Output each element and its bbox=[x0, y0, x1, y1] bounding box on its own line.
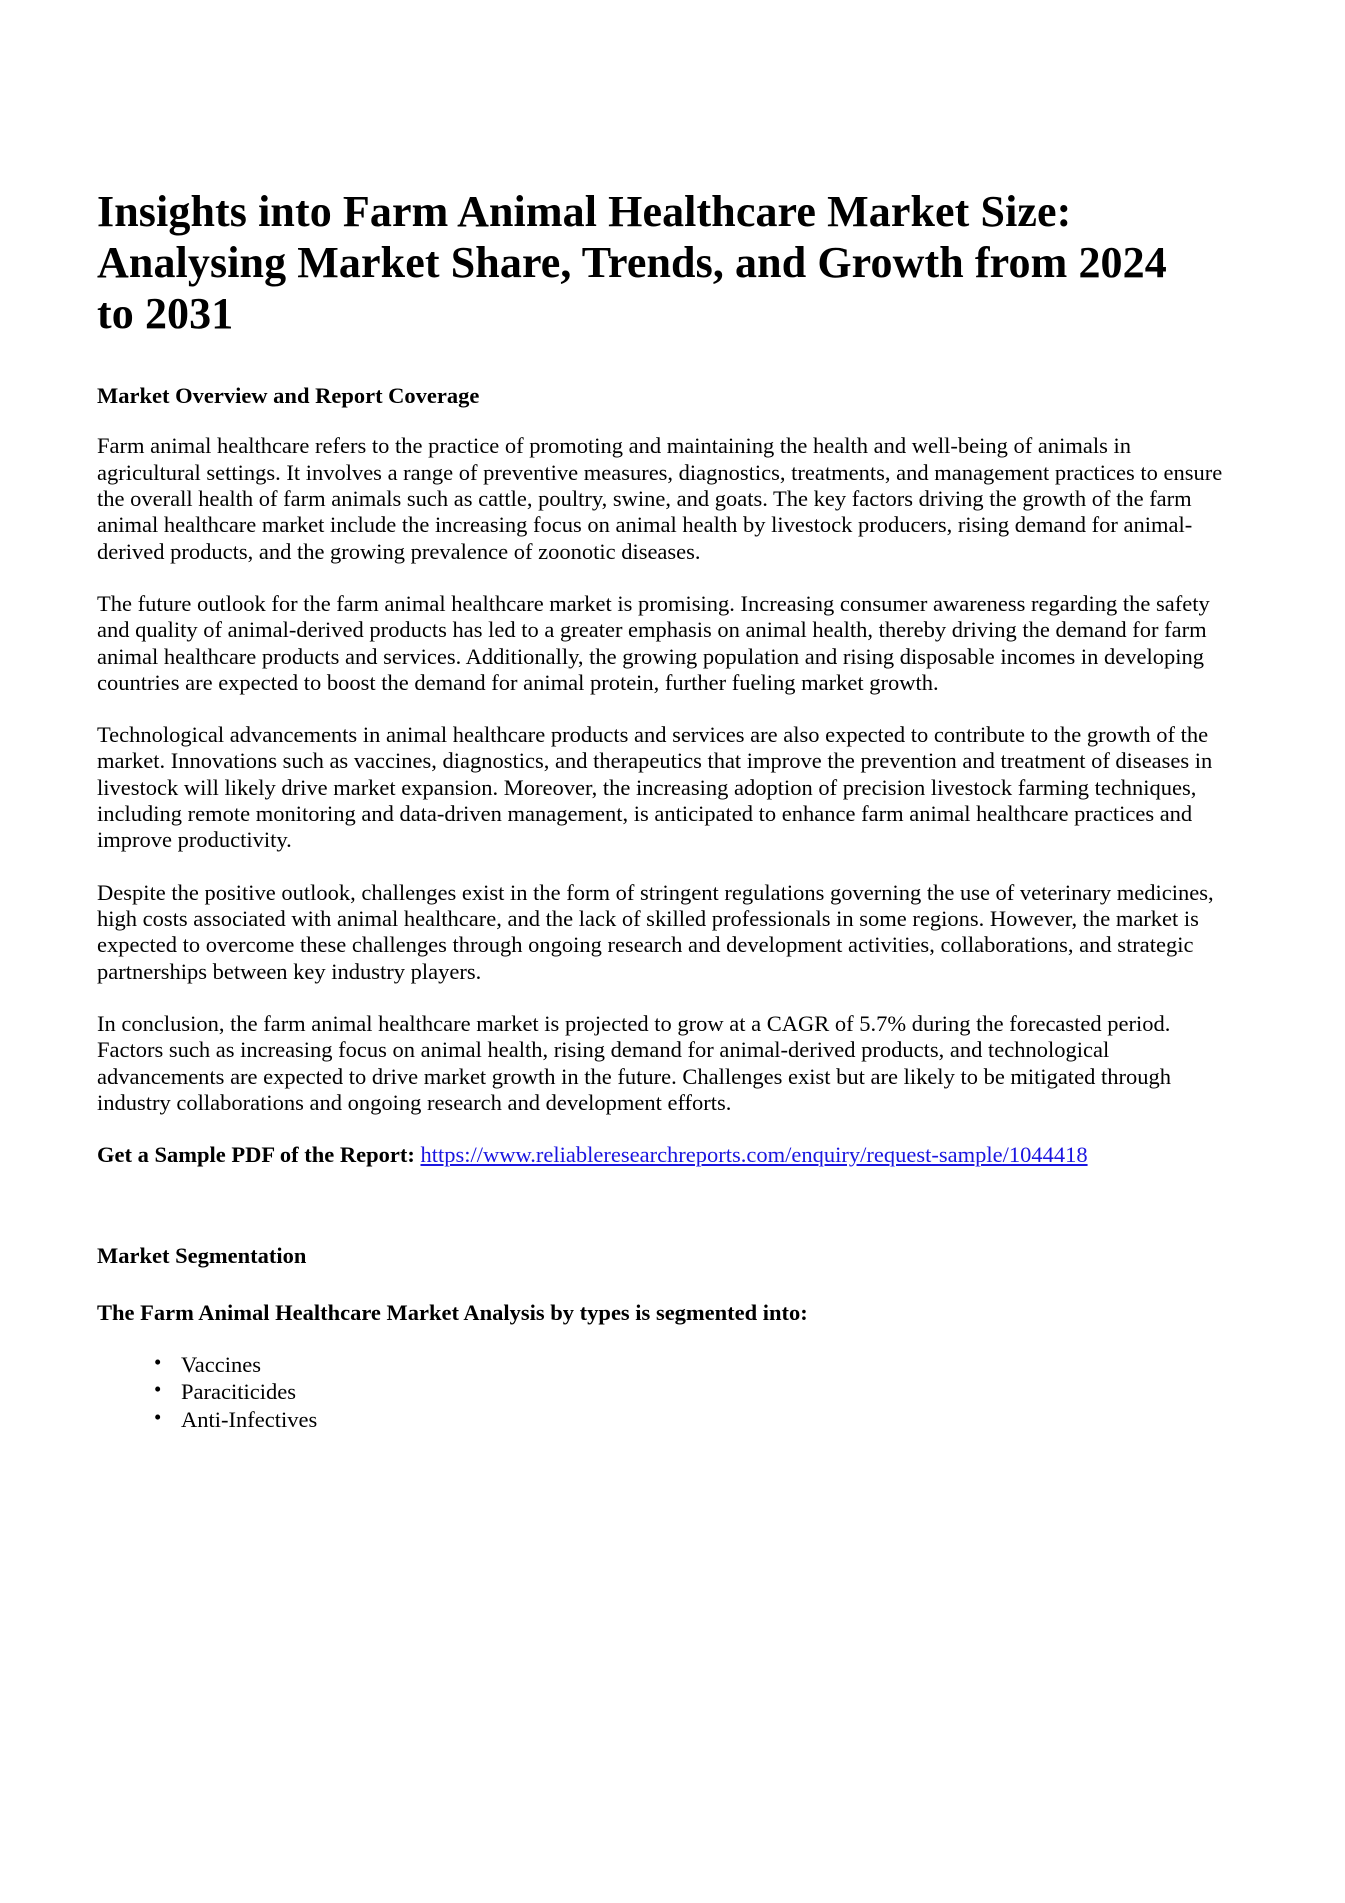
paragraph-future-outlook: The future outlook for the farm animal healthcare market is promising. Increasing consumer awareness regarding the safety and quality of animal-derived products has led to a greater emphasis on animal health, thereby driving the demand for farm animal healthcare products and services. Additionally, the growing population and rising disposable incomes in developing countries are expected to boost the demand for animal protein, further fueling market growth. bbox=[97, 590, 1210, 695]
page-title: Insights into Farm Animal Healthcare Market Size: Analysing Market Share, Trends, and Growth from 2024 to 2031 bbox=[97, 187, 1167, 339]
market-types-list bbox=[97, 1351, 1232, 1433]
section-heading-market-overview: Market Overview and Report Coverage bbox=[97, 383, 480, 409]
segmentation-types-subheading: The Farm Animal Healthcare Market Analysis by types is segmented into: bbox=[97, 1299, 808, 1325]
paragraph-challenges: Despite the positive outlook, challenges exist in the form of stringent regulations governing the use of veterinary medicines, high costs associated with animal healthcare, and the lack of skilled professionals in some regions. However, the market is expected to overcome these challenges through ongoing research and development activities, collaborations, and strategic partnerships between key industry players. bbox=[97, 879, 1214, 984]
list-item: • Vaccines bbox=[154, 1351, 1232, 1378]
section-heading-market-segmentation: Market Segmentation bbox=[97, 1242, 307, 1268]
request-sample-link[interactable]: https://www.reliableresearchreports.com/enquiry/request-sample/1044418 bbox=[420, 1142, 1088, 1168]
sample-pdf-line bbox=[97, 1142, 1232, 1168]
paragraph-conclusion: In conclusion, the farm animal healthcare market is projected to grow at a CAGR of 5.7% during the forecasted period. Factors such as increasing focus on animal health, rising demand for animal-derived products, and technological advancements are expected to drive market growth in the future. Challenges exist but are likely to be mitigated through industry collaborations and ongoing research and development efforts. bbox=[97, 1010, 1172, 1115]
paragraph-technological-advancements: Technological advancements in animal healthcare products and services are also expected to contribute to the growth of the market. Innovations such as vaccines, diagnostics, and therapeutics that improve the prevention and treatment of diseases in livestock will likely drive market expansion. Moreover, the increasing adoption of precision livestock farming techniques, including remote monitoring and data-driven management, is anticipated to enhance farm animal healthcare practices and improve productivity. bbox=[97, 722, 1213, 853]
paragraph-definition: Farm animal healthcare refers to the practice of promoting and maintaining the health and well-being of animals in agricultural settings. It involves a range of preventive measures, diagnostics, treatments, and management practices to ensure the overall health of farm animals such as cattle, poultry, swine, and goats. The key factors driving the growth of the farm animal healthcare market include the increasing focus on animal health by livestock producers, rising demand for animal-derived products, and the growing prevalence of zoonotic diseases. bbox=[97, 433, 1223, 564]
list-item: • Paraciticides bbox=[154, 1378, 1232, 1405]
section-spacer bbox=[97, 1169, 1232, 1241]
list-item: • Anti-Infectives bbox=[154, 1406, 1232, 1433]
sample-pdf-label: Get a Sample PDF of the Report: bbox=[97, 1142, 421, 1168]
